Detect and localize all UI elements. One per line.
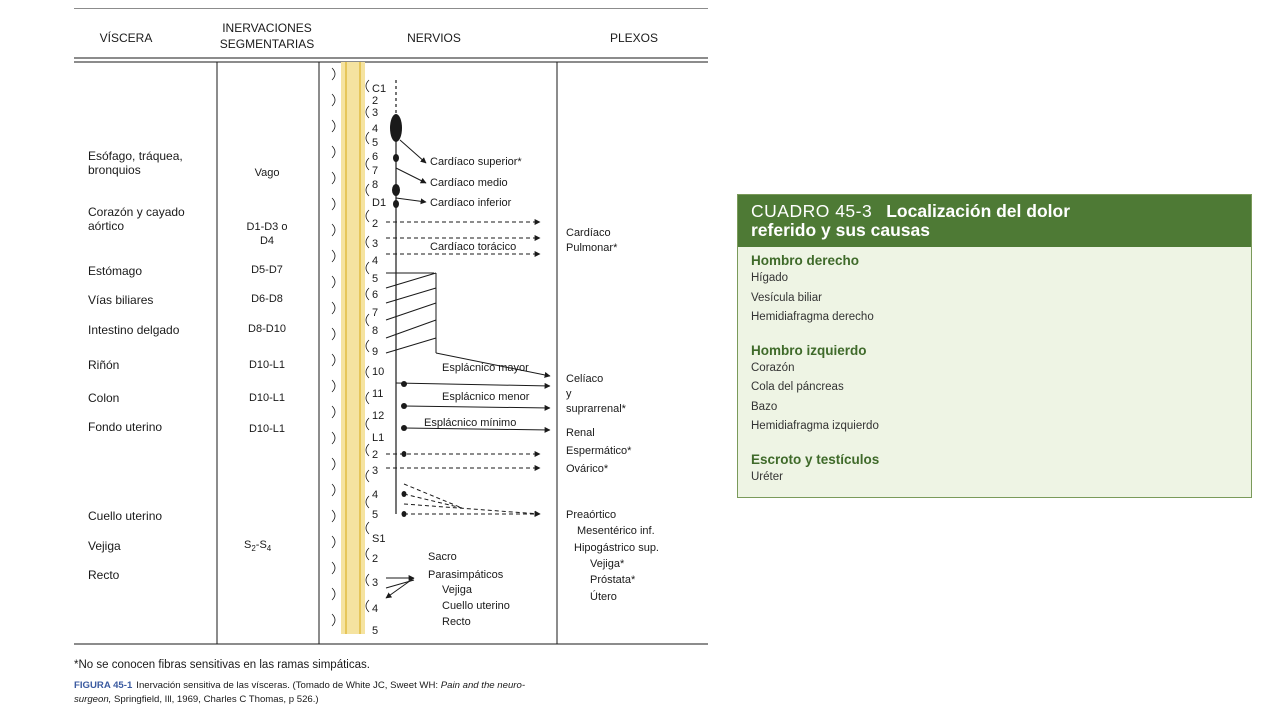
segment-s2-s4	[244, 539, 272, 553]
nerve-vejiga: Vejiga	[442, 584, 472, 596]
vert-l3: 3	[372, 465, 379, 477]
segment-d4: D4	[259, 235, 275, 247]
vert-c8: 8	[372, 179, 379, 191]
figure-caption-line2	[74, 694, 319, 705]
figure-footnote: *No se conocen fibras sensitivas en las ramas simpáticas.	[74, 659, 370, 671]
figure-caption-line2-text: Springfield, Ill, 1969, Charles C Thomas, p 526.)	[111, 694, 319, 705]
viscera-rinon: Riñón	[88, 358, 120, 372]
segment-d5-d7: D5-D7	[251, 264, 283, 276]
nerve-labels	[424, 156, 530, 628]
nerve-cardiaco-superior: Cardíaco superior*	[430, 156, 522, 168]
header-plexos: PLEXOS	[609, 31, 659, 45]
plexus-y: y	[566, 388, 572, 400]
segment-labels	[244, 167, 287, 553]
vert-d10: 10	[372, 366, 385, 378]
list-item: Corazón	[751, 361, 795, 374]
plexus-pulmonar: Pulmonar*	[566, 242, 618, 254]
plexus-cardiaco: Cardíaco	[566, 227, 611, 239]
figure-caption-italic: Pain and the neuro-	[440, 680, 526, 691]
nerve-cardiaco-medio: Cardíaco medio	[430, 177, 508, 189]
plexus-utero: Útero	[590, 591, 617, 603]
section-title: Escroto y testículos	[751, 451, 880, 467]
plexus-preaortico: Preaórtico	[566, 509, 617, 521]
table-headers	[100, 21, 658, 51]
spinal-cord	[332, 62, 369, 634]
viscera-esofago: Esófago, tráquea,	[88, 149, 183, 163]
segment-d8-d10: D8-D10	[248, 323, 286, 335]
plexus-prostata: Próstata*	[590, 574, 636, 586]
table-title-line2: referido y sus causas	[751, 220, 930, 240]
figure-caption-text: Inervación sensitiva de las vísceras. (Tomado de White JC, Sweet WH:	[136, 680, 441, 691]
segment-d10-l1-rinon: D10-L1	[248, 359, 286, 371]
plexus-labels	[566, 227, 659, 603]
list-item: Uréter	[751, 470, 783, 483]
vert-c2: 2	[372, 95, 379, 107]
nerve-sacro: Sacro	[428, 551, 457, 563]
list-item: Hemidiafragma derecho	[751, 311, 874, 323]
vert-c3: 3	[372, 107, 379, 119]
vert-l4: 4	[372, 489, 379, 501]
vert-d7: 7	[372, 307, 379, 319]
list-item: Bazo	[751, 400, 778, 413]
segment-sub-2: 2	[251, 544, 256, 553]
viscera-colon: Colon	[88, 391, 120, 405]
vert-l2: 2	[372, 449, 379, 461]
vert-d3: 3	[372, 238, 379, 250]
viscera-intestino: Intestino delgado	[88, 323, 180, 337]
nerve-cuello-uterino: Cuello uterino	[442, 600, 510, 612]
nerve-cardiaco-toracico: Cardíaco torácico	[430, 241, 517, 253]
vert-s2: 2	[372, 553, 379, 565]
list-item: Vesícula biliar	[751, 291, 822, 304]
nerve-esplacnico-mayor: Esplácnico mayor	[442, 362, 529, 374]
vert-c5: 5	[372, 137, 379, 149]
plexus-mesenterico: Mesentérico inf.	[577, 525, 655, 537]
vert-d2: 2	[372, 218, 379, 230]
vert-d6: 6	[372, 289, 379, 301]
plexus-ovarico: Ovárico*	[566, 463, 609, 475]
vert-d12: 12	[372, 410, 385, 422]
innervation-figure	[74, 8, 708, 710]
viscera-aortico: aórtico	[88, 219, 125, 233]
segment-d10-l1-fondo: D10-L1	[248, 423, 286, 435]
vert-c4: 4	[372, 123, 379, 135]
referred-pain-table	[737, 194, 1252, 498]
viscera-vias-biliares: Vías biliares	[88, 293, 154, 307]
plexus-espermatico: Espermático*	[566, 445, 632, 457]
viscera-vejiga: Vejiga	[88, 539, 121, 553]
list-item: Cola del páncreas	[751, 381, 844, 393]
vert-d4: 4	[372, 255, 379, 267]
table-title-line1: Localización del dolor	[886, 201, 1071, 221]
figure-caption-line2-italic: surgeon,	[74, 694, 112, 705]
vert-l5: 5	[372, 509, 379, 521]
vert-c6: 6	[372, 151, 379, 163]
plexus-celiaco: Celíaco	[566, 373, 604, 385]
vert-s5: 5	[372, 625, 379, 637]
vert-l1: L1	[372, 432, 385, 444]
viscera-estomago: Estómago	[88, 264, 143, 278]
vert-s3: 3	[372, 577, 379, 589]
vert-d5: 5	[372, 273, 379, 285]
section-hombro-izquierdo	[751, 343, 1239, 437]
segment-d1-d3: D1-D3 o	[246, 221, 288, 233]
vert-s1: S1	[372, 533, 386, 545]
vert-c7: 7	[372, 165, 379, 177]
list-item: Hemidiafragma izquierdo	[751, 420, 879, 432]
vert-d9: 9	[372, 346, 379, 358]
header-nervios: NERVIOS	[407, 31, 461, 45]
nerve-parasimpaticos: Parasimpáticos	[428, 569, 504, 581]
table-number: CUADRO 45-3	[751, 201, 873, 221]
section-escroto	[751, 452, 1239, 488]
header-viscera: VÍSCERA	[99, 31, 153, 45]
figure-caption-label: FIGURA 45-1	[74, 680, 133, 691]
nerve-cardiaco-inferior: Cardíaco inferior	[430, 197, 512, 209]
viscera-cuello-uterino: Cuello uterino	[88, 509, 163, 523]
segment-sub-4: 4	[266, 544, 272, 553]
segment-vago: Vago	[254, 167, 280, 179]
vert-d1: D1	[372, 197, 387, 209]
plexus-hipogastrico: Hipogástrico sup.	[574, 542, 659, 554]
header-inervaciones-line1: INERVACIONES	[222, 21, 312, 35]
viscera-bronquios: bronquios	[88, 163, 141, 177]
list-item: Hígado	[751, 272, 789, 284]
nerve-esplacnico-minimo: Esplácnico mínimo	[424, 417, 517, 429]
table-header	[738, 195, 1251, 247]
vert-d8: 8	[372, 325, 379, 337]
segment-d10-l1-colon: D10-L1	[248, 392, 286, 404]
figure-caption-line1	[74, 680, 525, 691]
header-inervaciones-line2: SEGMENTARIAS	[219, 37, 315, 51]
viscera-corazon: Corazón y cayado	[88, 205, 185, 219]
segment-s-mid: -S	[255, 539, 267, 551]
segment-d6-d8: D6-D8	[251, 293, 283, 305]
nerve-recto: Recto	[442, 616, 471, 628]
nerve-esplacnico-menor: Esplácnico menor	[442, 391, 530, 403]
section-title: Hombro izquierdo	[751, 342, 867, 358]
plexus-renal: Renal	[566, 427, 595, 439]
section-title: Hombro derecho	[751, 253, 860, 268]
viscera-labels	[88, 149, 185, 582]
plexus-suprarrenal: suprarrenal*	[566, 403, 626, 415]
vert-d11: 11	[372, 388, 384, 400]
vert-s4: 4	[372, 603, 379, 615]
table-body	[738, 247, 1251, 487]
section-hombro-derecho	[751, 253, 1239, 328]
vert-c1: C1	[372, 83, 387, 95]
vertebra-labels	[372, 83, 386, 637]
plexus-vejiga: Vejiga*	[590, 558, 625, 570]
segment-s-prefix: S	[244, 539, 252, 551]
viscera-recto: Recto	[88, 568, 120, 582]
viscera-fondo-uterino: Fondo uterino	[88, 420, 163, 434]
